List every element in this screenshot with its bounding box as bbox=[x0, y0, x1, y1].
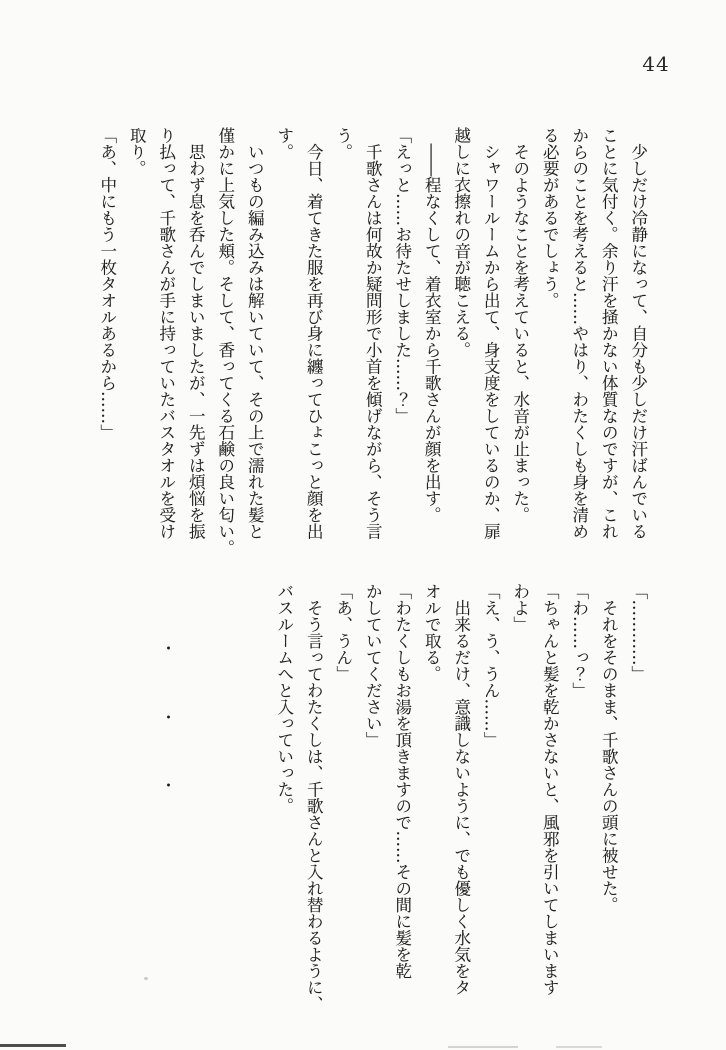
text-column: シャワールームから出て、身支度をしているのか、扉 bbox=[481, 127, 501, 540]
scan-artifact-bottom-mid2 bbox=[556, 1046, 602, 1048]
text-column: う。 bbox=[333, 127, 353, 160]
text-column: す。 bbox=[274, 127, 294, 160]
scene-break-dot: ・ bbox=[160, 776, 177, 795]
text-column: 「あ、中にもう一枚タオルあるから……」 bbox=[97, 127, 117, 441]
page-number: 44 bbox=[642, 52, 670, 76]
text-column: 越しに衣擦れの音が聴こえる。 bbox=[451, 127, 471, 358]
text-column: 「ちゃんと髪を乾かさないと、風邪を引いてしまいます bbox=[540, 583, 560, 996]
text-column: り払って、千歌さんが手に持っていたバスタオルを受け bbox=[156, 127, 176, 540]
scan-artifact-bottom-left bbox=[0, 1044, 66, 1047]
scene-break-dot: ・ bbox=[160, 707, 177, 727]
text-column: それをそのまま、千歌さんの頭に被せた。 bbox=[599, 583, 619, 913]
text-column: 千歌さんは何故か疑問形で小首を傾げながら、そう言 bbox=[363, 127, 383, 540]
text-column: オルで取る。 bbox=[422, 583, 442, 682]
text-column: いつもの編み込みは解いていて、その上で濡れた髪と bbox=[245, 127, 265, 540]
text-column: ことに気付く。余り汗を掻かない体質なのですが、これ bbox=[599, 127, 619, 540]
text-column: 出来るだけ、意識しないように、でも優しく水気をタ bbox=[451, 583, 471, 996]
text-column: 「え、う、うん……」 bbox=[481, 583, 501, 748]
text-column: 「わ……っ？」 bbox=[569, 583, 589, 699]
text-column: そのようなことを考えていると、水音が止まった。 bbox=[510, 127, 530, 523]
text-column: 思わず息を呑んでしまいましたが、一先ずは煩悩を振 bbox=[186, 127, 206, 540]
text-column: る必要があるでしょう。 bbox=[540, 127, 560, 309]
text-column: かしていてください」 bbox=[363, 583, 383, 748]
text-column: そう言ってわたくしは、千歌さんと入れ替わるように、 bbox=[304, 583, 324, 1012]
scan-artifact-bottom-mid bbox=[448, 1046, 518, 1048]
text-column: 「えっと……お待たせしました……？」 bbox=[392, 127, 412, 424]
text-column: 今日、着てきた服を再び身に纏ってひょこっと顔を出 bbox=[304, 127, 324, 540]
text-column: 取り。 bbox=[127, 127, 147, 177]
text-column: 「あ、うん」 bbox=[333, 583, 353, 682]
text-column: ――程なくして、着衣室から千歌さんが顔を出す。 bbox=[422, 127, 442, 523]
text-column: 僅かに上気した頬。そして、香ってくる石鹸の良い匂い。 bbox=[215, 127, 235, 556]
text-column: わよ」 bbox=[510, 583, 530, 633]
scene-break-dot: ・ bbox=[160, 639, 177, 658]
text-column: 少しだけ冷静になって、自分も少しだけ汗ばんでいる bbox=[628, 127, 648, 540]
text-column: からのことを考えると……やはり、わたくしも身を清め bbox=[569, 127, 589, 540]
text-column: バスルームへと入っていった。 bbox=[274, 583, 294, 814]
scan-speck bbox=[144, 977, 148, 980]
text-column: 「…………」 bbox=[628, 583, 648, 682]
text-column: 「わたくしもお湯を頂きますので……その間に髪を乾 bbox=[392, 583, 412, 979]
